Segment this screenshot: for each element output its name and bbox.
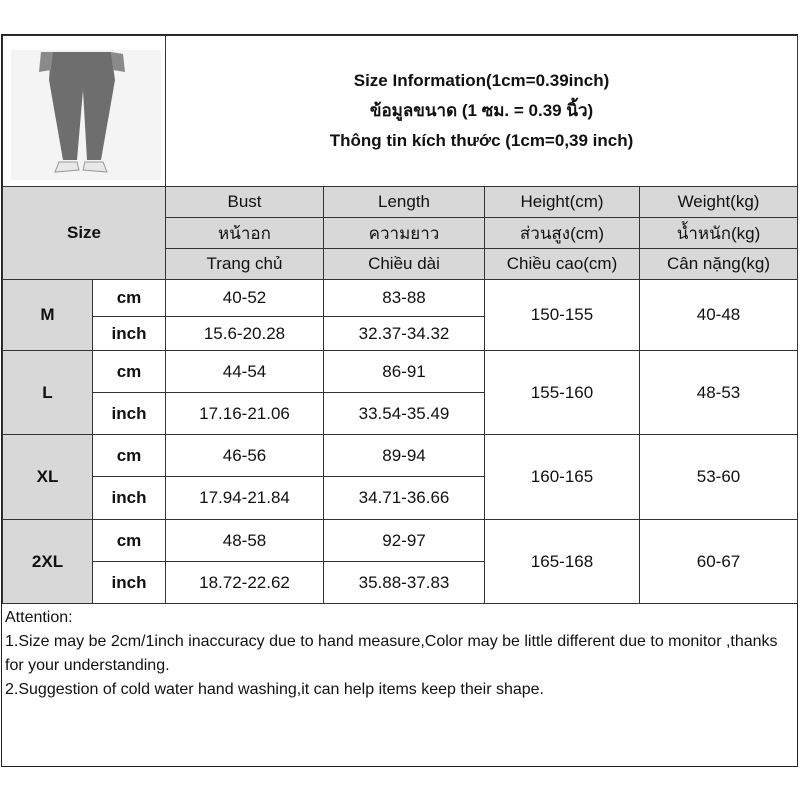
unit-inch: inch [93, 477, 166, 520]
col-length-th: ความยาว [324, 218, 485, 249]
product-photo-icon [11, 50, 161, 180]
unit-cm: cm [93, 520, 166, 562]
col-bust-en: Bust [166, 187, 324, 218]
col-height-vi: Chiều cao(cm) [485, 249, 640, 280]
title-vi: Thông tin kích thước (1cm=0,39 inch) [329, 131, 634, 150]
unit-cm: cm [93, 351, 166, 393]
weight-value: 60-67 [640, 520, 798, 604]
size-m-label: M [3, 280, 93, 351]
size-2xl-label: 2XL [3, 520, 93, 604]
size-chart-frame [1, 34, 798, 767]
bust-cm: 48-58 [166, 520, 324, 562]
length-cm: 92-97 [324, 520, 485, 562]
header-row-en [3, 187, 798, 218]
title-cell [166, 36, 798, 187]
table-row [3, 435, 798, 477]
height-value: 150-155 [485, 280, 640, 351]
height-value: 155-160 [485, 351, 640, 435]
unit-inch: inch [93, 317, 166, 351]
product-image-cell [3, 36, 166, 187]
bust-cm: 40-52 [166, 280, 324, 317]
notes-heading: Attention: [5, 609, 73, 626]
length-cm: 83-88 [324, 280, 485, 317]
bust-cm: 44-54 [166, 351, 324, 393]
bust-inch: 15.6-20.28 [166, 317, 324, 351]
length-cm: 86-91 [324, 351, 485, 393]
length-inch: 33.54-35.49 [324, 393, 485, 435]
size-xl-label: XL [3, 435, 93, 520]
notes-line-1: 1.Size may be 2cm/1inch inaccuracy due to hand measure,Color may be little different due to monitor ,thanks for your understanding. [5, 633, 778, 674]
size-l-label: L [3, 351, 93, 435]
title-row [3, 36, 798, 187]
unit-inch: inch [93, 562, 166, 604]
length-inch: 35.88-37.83 [324, 562, 485, 604]
col-length-en: Length [324, 187, 485, 218]
notes-line-2: 2.Suggestion of cold water hand washing,it can help items keep their shape. [5, 681, 544, 698]
table-row [3, 520, 798, 562]
unit-cm: cm [93, 435, 166, 477]
col-height-th: ส่วนสูง(cm) [485, 218, 640, 249]
col-weight-th: น้ำหนัก(kg) [640, 218, 798, 249]
height-value: 165-168 [485, 520, 640, 604]
bust-inch: 18.72-22.62 [166, 562, 324, 604]
col-bust-th: หน้าอก [166, 218, 324, 249]
col-height-en: Height(cm) [485, 187, 640, 218]
weight-value: 40-48 [640, 280, 798, 351]
weight-value: 53-60 [640, 435, 798, 520]
weight-value: 48-53 [640, 351, 798, 435]
height-value: 160-165 [485, 435, 640, 520]
bust-inch: 17.94-21.84 [166, 477, 324, 520]
bust-cm: 46-56 [166, 435, 324, 477]
col-length-vi: Chiều dài [324, 249, 485, 280]
unit-cm: cm [93, 280, 166, 317]
table-row [3, 280, 798, 317]
size-table [2, 35, 798, 604]
col-weight-vi: Cân nặng(kg) [640, 249, 798, 280]
unit-inch: inch [93, 393, 166, 435]
title-th: ข้อมูลขนาด (1 ซม. = 0.39 นิ้ว) [369, 101, 594, 120]
bust-inch: 17.16-21.06 [166, 393, 324, 435]
length-inch: 32.37-34.32 [324, 317, 485, 351]
attention-notes [5, 606, 795, 702]
length-inch: 34.71-36.66 [324, 477, 485, 520]
col-weight-en: Weight(kg) [640, 187, 798, 218]
col-bust-vi: Trang chủ [166, 249, 324, 280]
length-cm: 89-94 [324, 435, 485, 477]
table-row [3, 351, 798, 393]
title-en: Size Information(1cm=0.39inch) [353, 71, 610, 90]
size-header: Size [3, 187, 166, 280]
